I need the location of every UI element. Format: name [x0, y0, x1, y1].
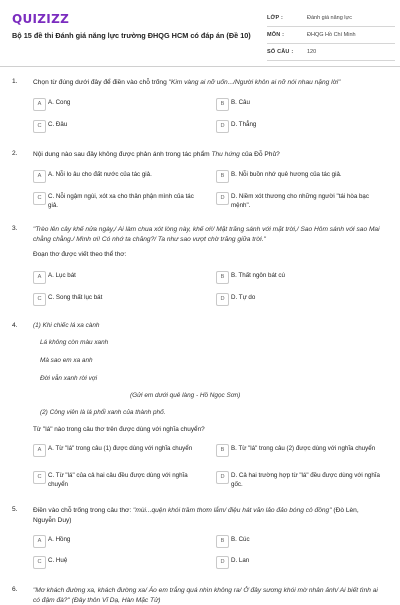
- worksheet-header: [0, 0, 400, 64]
- option-text: D. Cả hai trường hợp từ "lá" đều được dùng với nghĩa gốc.: [231, 472, 380, 488]
- meta-label: LỚP :: [267, 15, 283, 21]
- option-text: A. Lục bát: [48, 272, 76, 279]
- option-text: C. Nỗi ngậm ngùi, xót xa cho thân phận mình của tác giả.: [48, 193, 194, 209]
- question-number: 5.: [12, 506, 18, 513]
- option-letter-box: B: [216, 271, 229, 284]
- question-text: [33, 225, 383, 244]
- option-letter-box: D: [216, 192, 229, 205]
- poem-line: (2) Công viên là lá phổi xanh của thành phố.: [40, 409, 166, 416]
- option-text: D. Tự do: [231, 294, 256, 301]
- option-letter-box: D: [216, 120, 229, 133]
- poem-line: (1) Khi chiếc lá xa cành: [33, 322, 100, 329]
- option-text: D. Niềm xót thương cho những người "tái hòa bạc mệnh".: [231, 193, 369, 209]
- meta-row-count: [267, 44, 395, 61]
- poem-line: Mà sao em xa anh: [40, 357, 93, 364]
- question-text-plain: Điền vào chỗ trống trong câu thơ:: [33, 507, 133, 514]
- option-letter-box: D: [216, 471, 229, 484]
- question-text-quote: "Kim vàng ai nỡ uốn.../Người khôn ai nỡ nói nhau nặng lời": [168, 79, 341, 86]
- question-text-tail: (Đò Lèn, Nguyễn Duy): [33, 507, 359, 524]
- option-letter-box: D: [216, 293, 229, 306]
- header-divider: [0, 66, 400, 67]
- option-letter-box: A: [33, 535, 46, 548]
- meta-row-class: [267, 10, 395, 27]
- option-text: B. Câu: [231, 99, 250, 106]
- meta-label: SỐ CÂU :: [267, 49, 294, 55]
- option-letter-box: C: [33, 192, 46, 205]
- option-letter-box: A: [33, 444, 46, 457]
- question-text-plain: Nội dung nào sau đây không được phản ánh trong tác phẩm: [33, 151, 212, 158]
- option-letter-box: C: [33, 120, 46, 133]
- question-number: 3.: [12, 225, 18, 232]
- question-text-quote: Thu hứng: [211, 151, 240, 158]
- question-text-tail: của Đỗ Phủ?: [239, 151, 280, 158]
- option-letter-box: B: [216, 444, 229, 457]
- question-text-quote: "Trèo lên cây khế nửa ngày,/ Ai làm chua xót lòng này, khế ơi!/ Mặt trăng sánh với mặt trời,/ Sao Hôm sánh với sao Mai chằng chằng./ Mình ơi! Có nhớ ta chăng?/ Ta như sao vượt chờ trăng giữa trời.": [33, 226, 380, 243]
- option-letter-box: C: [33, 293, 46, 306]
- option-text: B. Từ "lá" trong câu (2) được dùng với nghĩa chuyển: [231, 445, 376, 452]
- question-subtext: Từ "lá" nào trong câu thơ trên được dùng với nghĩa chuyển?: [33, 426, 205, 433]
- option-letter-box: C: [33, 556, 46, 569]
- meta-label: MÔN :: [267, 32, 285, 38]
- question-text-quote: "mùi...quện khói trầm thơm lắm/ điệu hát văn lảo đảo bóng cô đồng": [133, 507, 332, 514]
- option-text: A. Hồng: [48, 536, 71, 543]
- option-letter-box: B: [216, 170, 229, 183]
- question-text: [33, 586, 383, 605]
- question-number: 6.: [12, 586, 18, 593]
- poem-line: Đời vẫn xanh rời vợi: [40, 375, 98, 382]
- option-text: A. Nỗi lo âu cho đất nước của tác giả.: [48, 171, 152, 178]
- question-text-plain: Chọn từ đúng dưới đây để điền vào chỗ trống: [33, 79, 169, 86]
- option-text: A. Từ "lá" trong câu (1) được dùng với nghĩa chuyển: [48, 445, 193, 452]
- question-text: [33, 150, 383, 160]
- option-letter-box: B: [216, 535, 229, 548]
- option-letter-box: A: [33, 98, 46, 111]
- question-subtext: Đoạn thơ được viết theo thể thơ:: [33, 251, 127, 258]
- worksheet-title: Bộ 15 đề thi Đánh giá năng lực trường ĐHQG HCM có đáp án (Đề 10): [12, 31, 251, 40]
- question-number: 4.: [12, 322, 18, 329]
- option-text: B. Nỗi buồn nhớ quê hương của tác giả.: [231, 171, 342, 178]
- option-letter-box: C: [33, 471, 46, 484]
- option-letter-box: A: [33, 170, 46, 183]
- option-text: C. Từ "lá" của cả hai câu đều được dùng với nghĩa chuyển: [48, 472, 188, 488]
- option-letter-box: B: [216, 98, 229, 111]
- question-text-quote: "Mơ khách đường xa, khách đường xa/ Áo em trắng quá nhìn không ra/ Ở đây sương khói mờ nhân ảnh/ Ai biết tình ai có đậm đà?" (Đây thôn Vĩ Dạ, Hàn Mặc Tử): [33, 587, 378, 604]
- option-text: B. Cúc: [231, 536, 250, 543]
- poem-source: (Gửi em dưới quê làng - Hồ Ngọc Sơn): [130, 392, 241, 399]
- option-text: D. Thẳng: [231, 121, 257, 128]
- option-text: A. Cong: [48, 99, 71, 106]
- question-text: [33, 506, 383, 525]
- option-text: C. Huệ: [48, 557, 68, 564]
- question-text: [33, 78, 383, 88]
- option-text: D. Lan: [231, 557, 250, 564]
- worksheet-meta: [267, 10, 395, 61]
- option-letter-box: D: [216, 556, 229, 569]
- quizizz-logo: QUIZIZZ: [12, 12, 70, 26]
- meta-value: Đánh giá năng lực: [307, 15, 352, 21]
- poem-line: Lá không còn màu xanh: [40, 339, 109, 346]
- option-text: C. Đâu: [48, 121, 68, 128]
- option-text: B. Thất ngôn bát cú: [231, 272, 285, 279]
- meta-row-subject: [267, 27, 395, 44]
- meta-value: 120: [307, 49, 317, 55]
- option-letter-box: A: [33, 271, 46, 284]
- meta-value: ĐHQG Hồ Chí Minh: [307, 32, 356, 38]
- question-number: 2.: [12, 150, 18, 157]
- question-number: 1.: [12, 78, 18, 85]
- option-text: C. Song thất lục bát: [48, 294, 103, 301]
